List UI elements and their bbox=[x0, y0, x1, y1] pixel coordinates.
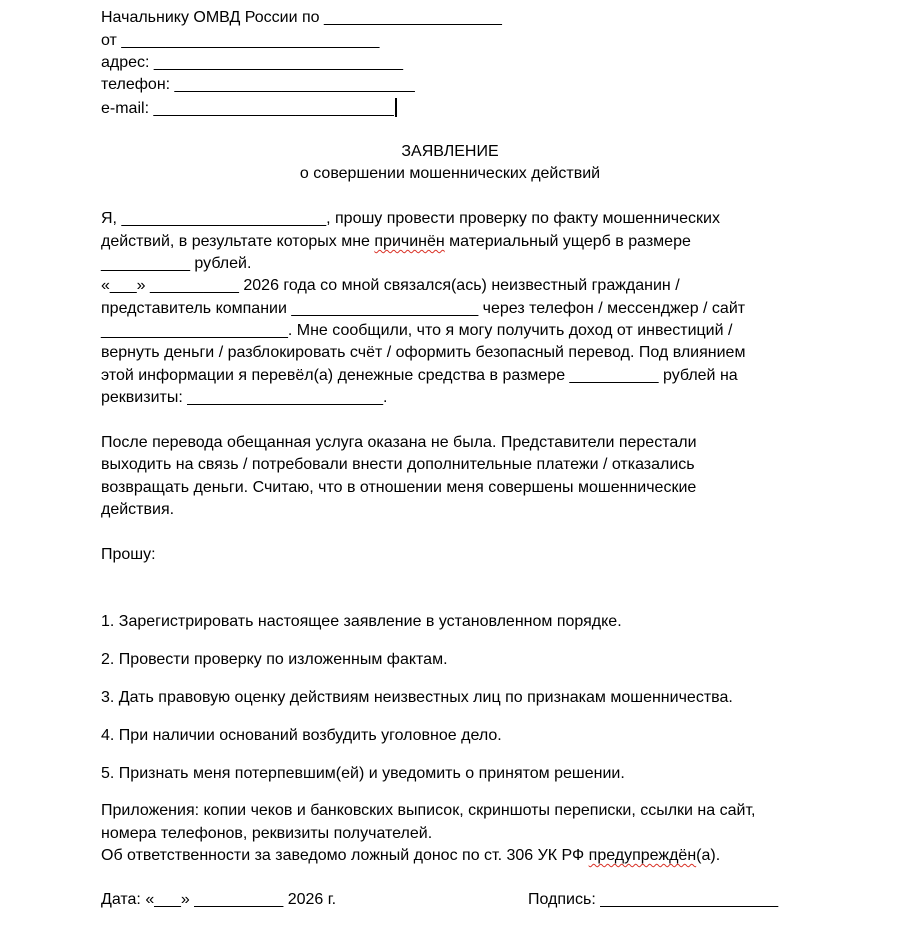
list-item: 5. Признать меня потерпевшим(ей) и уведомить о принятом решении. bbox=[101, 765, 625, 782]
recipient-line: Начальнику ОМВД России по ____________________ bbox=[101, 9, 502, 26]
paragraph-line: реквизиты: ______________________. bbox=[101, 389, 388, 406]
paragraph-line: «___» __________ 2026 года со мной связался(ась) неизвестный гражданин / bbox=[101, 277, 680, 294]
request-label: Прошу: bbox=[101, 546, 156, 563]
list-item: 2. Провести проверку по изложенным фактам. bbox=[101, 651, 448, 668]
paragraph-line: вернуть деньги / разблокировать счёт / оформить безопасный перевод. Под влиянием bbox=[101, 344, 746, 361]
email-line[interactable] bbox=[101, 98, 397, 119]
phone-line: телефон: ___________________________ bbox=[101, 76, 415, 93]
list-item: 1. Зарегистрировать настоящее заявление в установленном порядке. bbox=[101, 613, 622, 630]
from-line: от _____________________________ bbox=[101, 32, 380, 49]
paragraph-line: представитель компании _____________________ через телефон / мессенджер / сайт bbox=[101, 300, 746, 317]
list-item: 3. Дать правовую оценку действиям неизвестных лиц по признакам мошенничества. bbox=[101, 689, 733, 706]
attachments-line: номера телефонов, реквизиты получателей. bbox=[101, 825, 433, 842]
document-title: ЗАЯВЛЕНИЕ bbox=[401, 143, 499, 160]
liability-line bbox=[101, 846, 720, 866]
list-item: 4. При наличии оснований возбудить уголовное дело. bbox=[101, 727, 502, 744]
spellcheck-word[interactable]: причинён bbox=[374, 233, 445, 250]
address-line: адрес: ____________________________ bbox=[101, 54, 404, 71]
document-subtitle: о совершении мошеннических действий bbox=[299, 165, 601, 182]
text-span: материальный ущерб в размере bbox=[444, 233, 691, 250]
text-span: (а). bbox=[696, 847, 721, 864]
text-cursor bbox=[395, 98, 397, 117]
date-field: Дата: «___» __________ 2026 г. bbox=[101, 891, 337, 908]
paragraph-line: _____________________. Мне сообщили, что я могу получить доход от инвестиций / bbox=[101, 322, 733, 339]
attachments-line: Приложения: копии чеков и банковских выписок, скриншоты переписки, ссылки на сайт, bbox=[101, 802, 756, 819]
signature-field: Подпись: ____________________ bbox=[528, 891, 779, 908]
paragraph-line: __________ рублей. bbox=[101, 255, 252, 272]
paragraph-line: действия. bbox=[101, 501, 175, 518]
paragraph-line: возвращать деньги. Считаю, что в отношении меня совершены мошеннические bbox=[101, 479, 697, 496]
paragraph-line bbox=[101, 232, 691, 252]
email-text: e-mail: ___________________________ bbox=[101, 100, 394, 117]
spellcheck-word[interactable]: предупреждён bbox=[588, 847, 697, 864]
text-span: действий, в результате которых мне bbox=[101, 233, 375, 250]
paragraph-line: выходить на связь / потребовали внести дополнительные платежи / отказались bbox=[101, 456, 695, 473]
paragraph-line: После перевода обещанная услуга оказана не была. Представители перестали bbox=[101, 434, 697, 451]
paragraph-line: Я, _______________________, прошу провести проверку по факту мошеннических bbox=[101, 210, 720, 227]
text-span: Об ответственности за заведомо ложный донос по ст. 306 УК РФ bbox=[101, 847, 589, 864]
paragraph-line: этой информации я перевёл(а) денежные средства в размере __________ рублей на bbox=[101, 367, 738, 384]
